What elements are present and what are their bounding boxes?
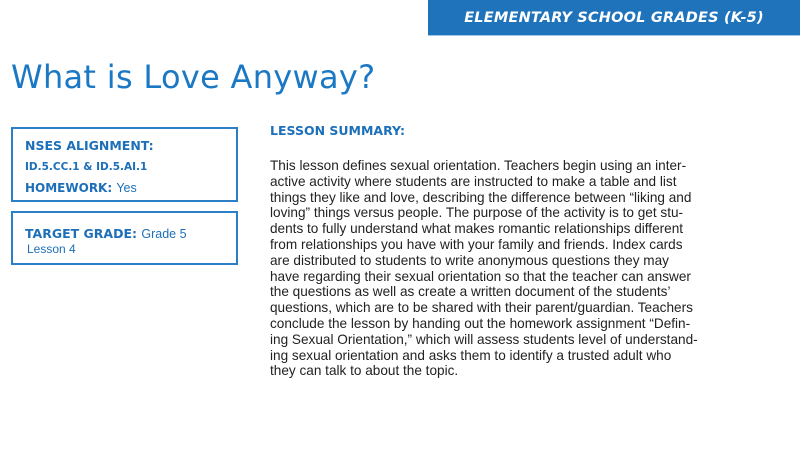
target-grade-box xyxy=(11,211,238,265)
lesson-number: Lesson 4 xyxy=(27,242,76,256)
banner-text: ELEMENTARY SCHOOL GRADES (K-5) xyxy=(464,9,764,26)
summary-line: loving” things versus people. The purpose of the activity is to get stu- xyxy=(270,205,684,221)
nses-alignment-label: NSES ALIGNMENT: xyxy=(25,138,154,153)
lesson-summary-heading: LESSON SUMMARY: xyxy=(270,123,405,138)
summary-line: ing sexual orientation and asks them to identify a trusted adult who xyxy=(270,347,672,363)
summary-line: conclude the lesson by handing out the homework assignment “Defin- xyxy=(270,315,691,331)
lesson-summary-text xyxy=(270,158,770,379)
summary-line: are distributed to students to write anonymous questions they may xyxy=(270,252,669,268)
summary-line: active activity where students are instructed to make a table and list xyxy=(270,173,677,189)
summary-line: have regarding their sexual orientation so that the teacher can answer xyxy=(270,268,691,284)
summary-line: things they like and love, describing the difference between “liking and xyxy=(270,189,692,205)
summary-line: dents to fully understand what makes romantic relationships different xyxy=(270,221,684,237)
homework-value: Yes xyxy=(116,181,137,195)
target-grade-label: TARGET GRADE: xyxy=(25,226,138,241)
summary-line: the questions as well as create a written document of the students’ xyxy=(270,284,671,300)
summary-line: from relationships you have with your family and friends. Index cards xyxy=(270,236,683,252)
grade-level-banner xyxy=(428,0,800,36)
lesson-title: What is Love Anyway? xyxy=(11,58,376,96)
homework-row xyxy=(25,181,137,195)
target-grade-row xyxy=(25,226,187,241)
homework-label: HOMEWORK: xyxy=(25,181,113,195)
summary-line: questions, which are to be shared with their parent/guardian. Teachers xyxy=(270,300,693,316)
summary-line: ing Sexual Orientation,” which will assess students level of understand- xyxy=(270,331,698,347)
alignment-info-box xyxy=(11,127,238,202)
summary-line: This lesson defines sexual orientation. Teachers begin using an inter- xyxy=(270,158,687,173)
nses-alignment-value: ID.5.CC.1 & ID.5.AI.1 xyxy=(25,161,148,173)
target-grade-value: Grade 5 xyxy=(141,227,187,241)
summary-line: they can talk to about the topic. xyxy=(270,363,459,379)
